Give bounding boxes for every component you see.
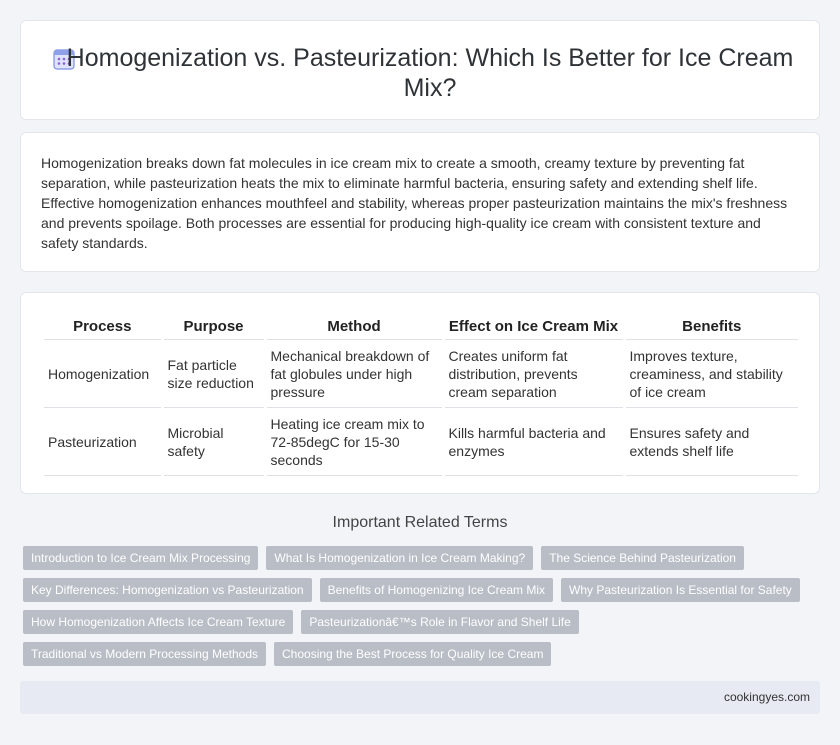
tag-row [23, 578, 823, 602]
summary-text: Homogenization breaks down fat molecules in ice cream mix to create a smooth, creamy texture by preventing fat separation, while pasteurization heats the mix to eliminate harmful bacteria, ensuring safety and extending shelf life. Effective homogenization enhances mouthfeel and stability, whereas proper pasteurization maintains the mix's freshness and prevents spoilage. Both processes are essential for producing high-quality ice cream with consistent texture and safety standards. [41, 155, 788, 251]
comparison-card [20, 292, 820, 494]
table-header: Purpose [162, 315, 265, 340]
comparison-table [44, 315, 798, 476]
tag-row [23, 546, 823, 570]
tag-row [23, 610, 823, 634]
related-term-tag[interactable]: Pasteurizationâ€™s Role in Flavor and Shelf Life [301, 610, 578, 634]
table-header: Effect on Ice Cream Mix [443, 315, 624, 340]
related-term-tag[interactable]: Benefits of Homogenizing Ice Cream Mix [320, 578, 553, 602]
related-term-tag[interactable]: How Homogenization Affects Ice Cream Texture [23, 610, 293, 634]
related-term-tag[interactable]: Introduction to Ice Cream Mix Processing [23, 546, 258, 570]
table-cell: Creates uniform fat distribution, prevents cream separation [443, 340, 624, 408]
related-term-tag[interactable]: What Is Homogenization in Ice Cream Making? [266, 546, 533, 570]
footer [20, 681, 820, 714]
related-term-tag[interactable]: Choosing the Best Process for Quality Ice Cream [274, 642, 551, 666]
page-title: Homogenization vs. Pasteurization: Which Is Better for Ice Cream Mix? [66, 44, 794, 102]
related-term-tag[interactable]: Key Differences: Homogenization vs Pasteurization [23, 578, 312, 602]
site-name[interactable]: cookingyes.com [723, 690, 810, 704]
table-cell: Improves texture, creaminess, and stability of ice cream [624, 340, 798, 408]
title-card [20, 20, 820, 120]
table-cell: Ensures safety and extends shelf life [624, 408, 798, 476]
table-cell: Pasteurization [44, 408, 162, 476]
table-header: Benefits [624, 315, 798, 340]
related-term-tag[interactable]: Traditional vs Modern Processing Methods [23, 642, 266, 666]
table-cell: Mechanical breakdown of fat globules under high pressure [265, 340, 443, 408]
related-terms-heading: Important Related Terms [332, 514, 508, 531]
related-terms-list [23, 546, 823, 674]
summary-card [20, 132, 820, 272]
table-header: Process [44, 315, 162, 340]
table-cell: Heating ice cream mix to 72-85degC for 15-30 seconds [265, 408, 443, 476]
table-cell: Microbial safety [162, 408, 265, 476]
table-header: Method [265, 315, 443, 340]
table-cell: Kills harmful bacteria and enzymes [443, 408, 624, 476]
table-header-row [44, 315, 798, 340]
related-term-tag[interactable]: The Science Behind Pasteurization [541, 546, 744, 570]
tag-row [23, 642, 823, 666]
table-row [44, 340, 798, 408]
table-cell: Homogenization [44, 340, 162, 408]
table-cell: Fat particle size reduction [162, 340, 265, 408]
related-term-tag[interactable]: Why Pasteurization Is Essential for Safety [561, 578, 800, 602]
table-row [44, 408, 798, 476]
